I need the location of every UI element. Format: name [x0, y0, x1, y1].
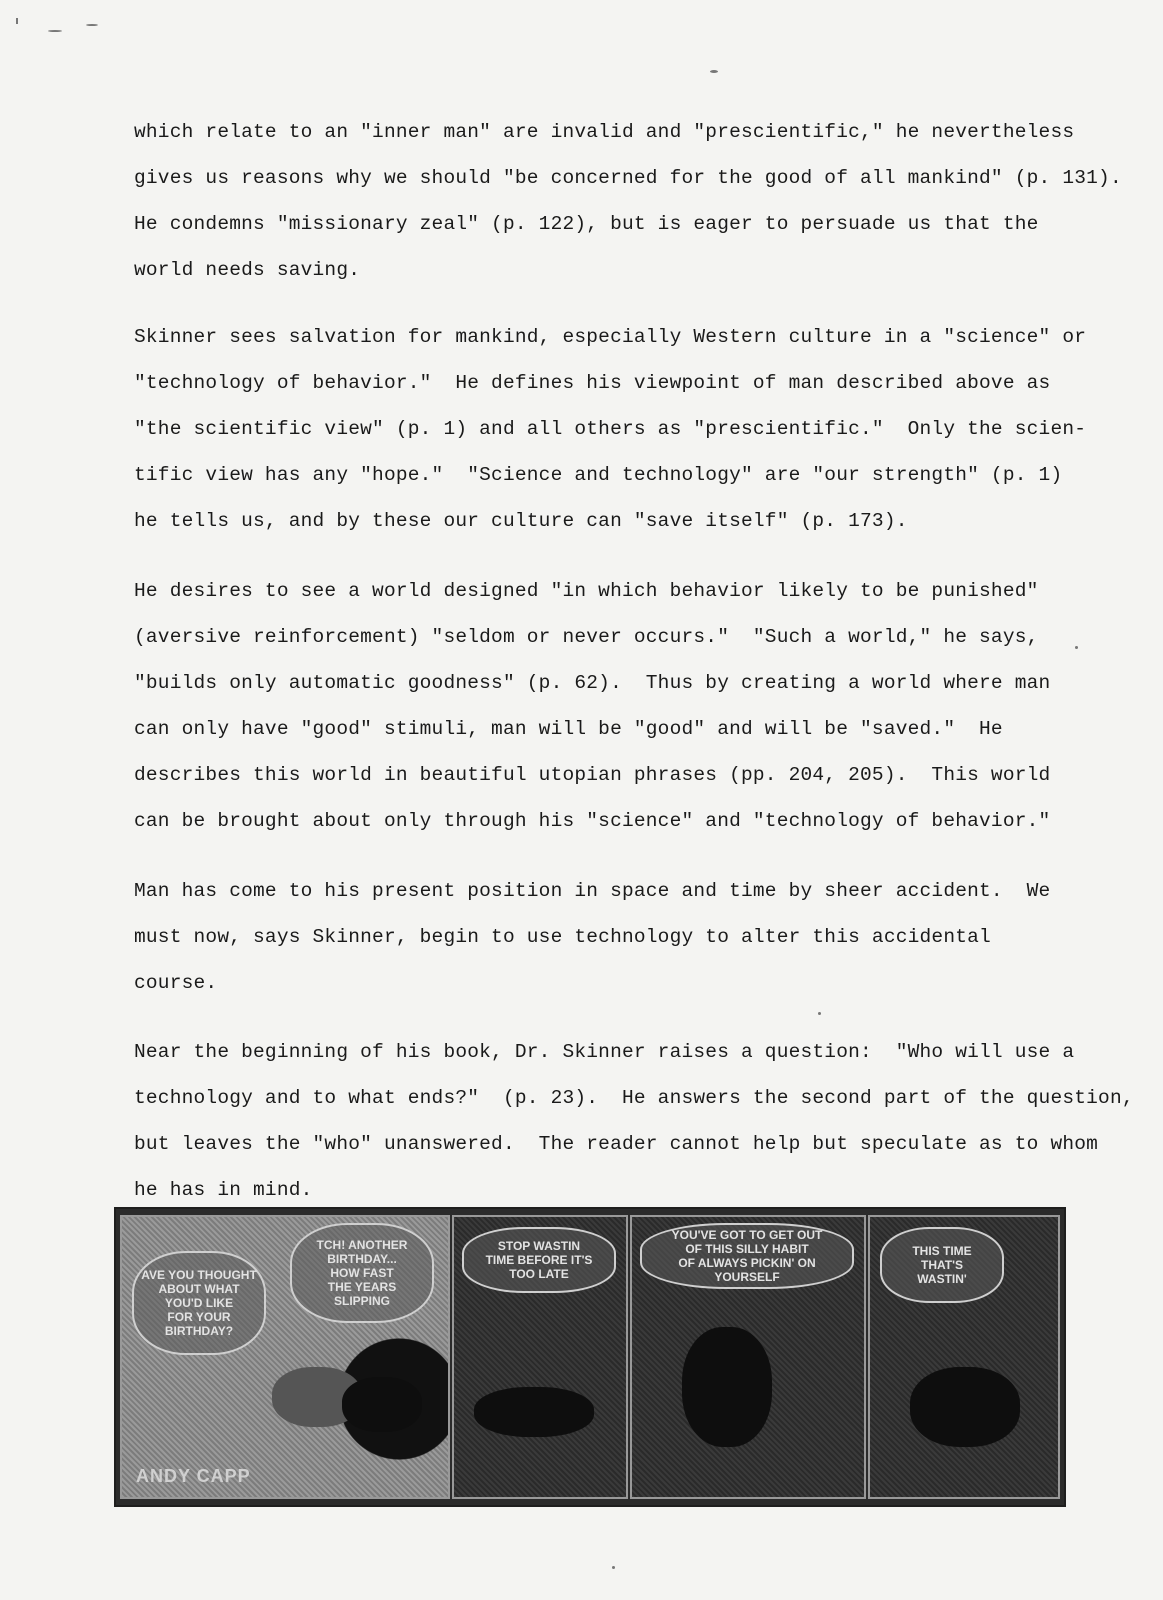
text-line: Man has come to his present position in space and time by sheer accident. We: [134, 880, 1051, 902]
scan-speck: [48, 30, 62, 32]
text-line: can only have "good" stimuli, man will be "good" and will be "saved." He: [134, 718, 1003, 740]
scan-speck: [612, 1566, 615, 1569]
paragraph: [134, 868, 1094, 1006]
text-line: tific view has any "hope." "Science and technology" are "our strength" (p. 1): [134, 464, 1063, 486]
paragraph: [134, 109, 1122, 293]
cartoon-figure: [910, 1367, 1020, 1447]
text-line: Near the beginning of his book, Dr. Skinner raises a question: "Who will use a: [134, 1041, 1075, 1063]
text-line: He condemns "missionary zeal" (p. 122), but is eager to persuade us that the: [134, 213, 1039, 235]
text-line: He desires to see a world designed "in which behavior likely to be punished": [134, 580, 1039, 602]
speech-bubble: YOU'VE GOT TO GET OUT OF THIS SILLY HABIT OF ALWAYS PICKIN' ON YOURSELF: [640, 1223, 854, 1289]
paragraph: [134, 568, 1094, 844]
text-line: "technology of behavior." He defines his viewpoint of man described above as: [134, 372, 1051, 394]
cartoon-figure: [474, 1387, 594, 1437]
text-line: (aversive reinforcement) "seldom or never occurs." "Such a world," he says,: [134, 626, 1039, 648]
comic-strip-image: [114, 1207, 1066, 1507]
speech-bubble: AVE YOU THOUGHT ABOUT WHAT YOU'D LIKE FOR YOUR BIRTHDAY?: [132, 1251, 266, 1355]
text-line: but leaves the "who" unanswered. The reader cannot help but speculate as to whom: [134, 1133, 1099, 1155]
paragraph: [134, 314, 1094, 544]
text-line: technology and to what ends?" (p. 23). He answers the second part of the question,: [134, 1087, 1134, 1109]
text-line: "the scientific view" (p. 1) and all others as "prescientific." Only the scien-: [134, 418, 1087, 440]
text-line: must now, says Skinner, begin to use technology to alter this accidental: [134, 926, 991, 948]
comic-panel: [868, 1215, 1060, 1499]
scan-speck: [818, 1012, 821, 1015]
text-line: course.: [134, 972, 218, 994]
text-line: which relate to an "inner man" are invalid and "prescientific," he nevertheless: [134, 121, 1075, 143]
text-line: he tells us, and by these our culture can "save itself" (p. 173).: [134, 510, 908, 532]
text-line: he has in mind.: [134, 1179, 313, 1201]
cartoon-figure: [682, 1327, 772, 1447]
text-line: "builds only automatic goodness" (p. 62). Thus by creating a world where man: [134, 672, 1051, 694]
text-line: gives us reasons why we should "be concerned for the good of all mankind" (p. 131).: [134, 167, 1122, 189]
paragraph: [134, 1029, 1134, 1213]
scan-speck: [86, 24, 98, 26]
comic-panel: [630, 1215, 866, 1499]
text-line: describes this world in beautiful utopian phrases (pp. 204, 205). This world: [134, 764, 1051, 786]
cartoon-figure: [342, 1377, 422, 1432]
text-line: can be brought about only through his "science" and "technology of behavior.": [134, 810, 1051, 832]
speech-bubble: TCH! ANOTHER BIRTHDAY... HOW FAST THE YEARS SLIPPING: [290, 1223, 434, 1323]
comic-panel: [120, 1215, 450, 1499]
comic-panel: [452, 1215, 628, 1499]
scan-speck: [710, 70, 718, 73]
text-line: Skinner sees salvation for mankind, especially Western culture in a "science" or: [134, 326, 1087, 348]
speech-bubble: THIS TIME THAT'S WASTIN': [880, 1227, 1004, 1303]
scan-speck: [16, 18, 18, 24]
speech-bubble: STOP WASTIN TIME BEFORE IT'S TOO LATE: [462, 1227, 616, 1293]
comic-signature: ANDY CAPP: [136, 1466, 251, 1486]
text-line: world needs saving.: [134, 259, 361, 281]
